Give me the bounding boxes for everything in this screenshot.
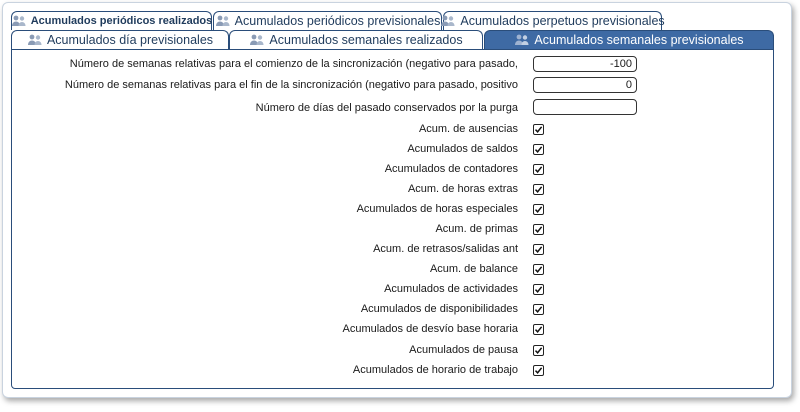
tab-panel (11, 49, 774, 389)
acum-retrasos-checkbox[interactable] (533, 244, 544, 255)
sync-end-weeks-label: Número de semanas relativas para el fin de la sincronización (negativo para pasado, positivo (64, 79, 518, 91)
tab-acumulados-perpetuos-previsionales[interactable] (443, 11, 665, 30)
tab-label: Acumulados día previsionales (46, 33, 214, 47)
tab-label: Acumulados semanales realizados (269, 33, 463, 47)
purge-days-label: Número de días del pasado conservados por la purga (255, 102, 518, 114)
tab-label: Acumulados periódicos previsionales (234, 14, 441, 28)
tab-acumulados-semanales-previsionales[interactable] (484, 30, 774, 49)
sync-end-weeks-field[interactable] (533, 77, 637, 93)
users-icon (27, 34, 43, 46)
acum-disponibilidades-label: Acumulados de disponibilidades (360, 303, 518, 315)
acum-saldos-label: Acumulados de saldos (407, 143, 518, 155)
acum-horas-extras-checkbox[interactable] (533, 184, 544, 195)
tab-label: Acumulados semanales previsionales (534, 33, 744, 47)
acum-horario-trabajo-label: Acumulados de horario de trabajo (352, 364, 518, 376)
users-icon (440, 15, 456, 27)
acum-contadores-label: Acumulados de contadores (384, 163, 518, 175)
window-frame (2, 2, 792, 398)
acum-horas-extras-label: Acum. de horas extras (407, 183, 518, 195)
users-icon (11, 15, 27, 27)
acum-actividades-label: Acumulados de actividades (384, 283, 518, 295)
acum-desvio-checkbox[interactable] (533, 324, 544, 335)
users-icon (215, 15, 231, 27)
acum-pausa-label: Acumulados de pausa (409, 344, 518, 356)
acum-disponibilidades-checkbox[interactable] (533, 304, 544, 315)
sync-start-weeks-field[interactable] (533, 56, 637, 72)
sync-start-weeks-label: Número de semanas relativas para el comienzo de la sincronización (negativo para pasado, (69, 58, 518, 70)
acum-saldos-checkbox[interactable] (533, 144, 544, 155)
acum-ausencias-label: Acum. de ausencias (418, 123, 518, 135)
acum-balance-label: Acum. de balance (429, 263, 518, 275)
acum-balance-checkbox[interactable] (533, 264, 544, 275)
tab-acumulados-periodicos-realizados[interactable] (11, 11, 212, 30)
acum-primas-label: Acum. de primas (435, 223, 518, 235)
acum-primas-checkbox[interactable] (533, 224, 544, 235)
users-icon (249, 34, 265, 46)
tab-acumulados-semanales-realizados[interactable] (229, 30, 483, 49)
acum-pausa-checkbox[interactable] (533, 345, 544, 356)
acum-contadores-checkbox[interactable] (533, 164, 544, 175)
acum-ausencias-checkbox[interactable] (533, 124, 544, 135)
acum-actividades-checkbox[interactable] (533, 284, 544, 295)
acum-horas-especiales-checkbox[interactable] (533, 204, 544, 215)
acum-desvio-label: Acumulados de desvío base horaria (342, 323, 518, 335)
acum-retrasos-label: Acum. de retrasos/salidas ant (373, 243, 518, 255)
acum-horario-trabajo-checkbox[interactable] (533, 365, 544, 376)
tab-label: Acumulados periódicos realizados (30, 15, 213, 27)
tab-acumulados-periodicos-previsionales[interactable] (213, 11, 442, 30)
tab-acumulados-dia-previsionales[interactable] (11, 30, 229, 49)
tab-label: Acumulados perpetuos previsionales (460, 14, 665, 28)
users-icon (514, 34, 530, 46)
acum-horas-especiales-label: Acumulados de horas especiales (356, 203, 518, 215)
purge-days-field[interactable] (533, 99, 637, 115)
